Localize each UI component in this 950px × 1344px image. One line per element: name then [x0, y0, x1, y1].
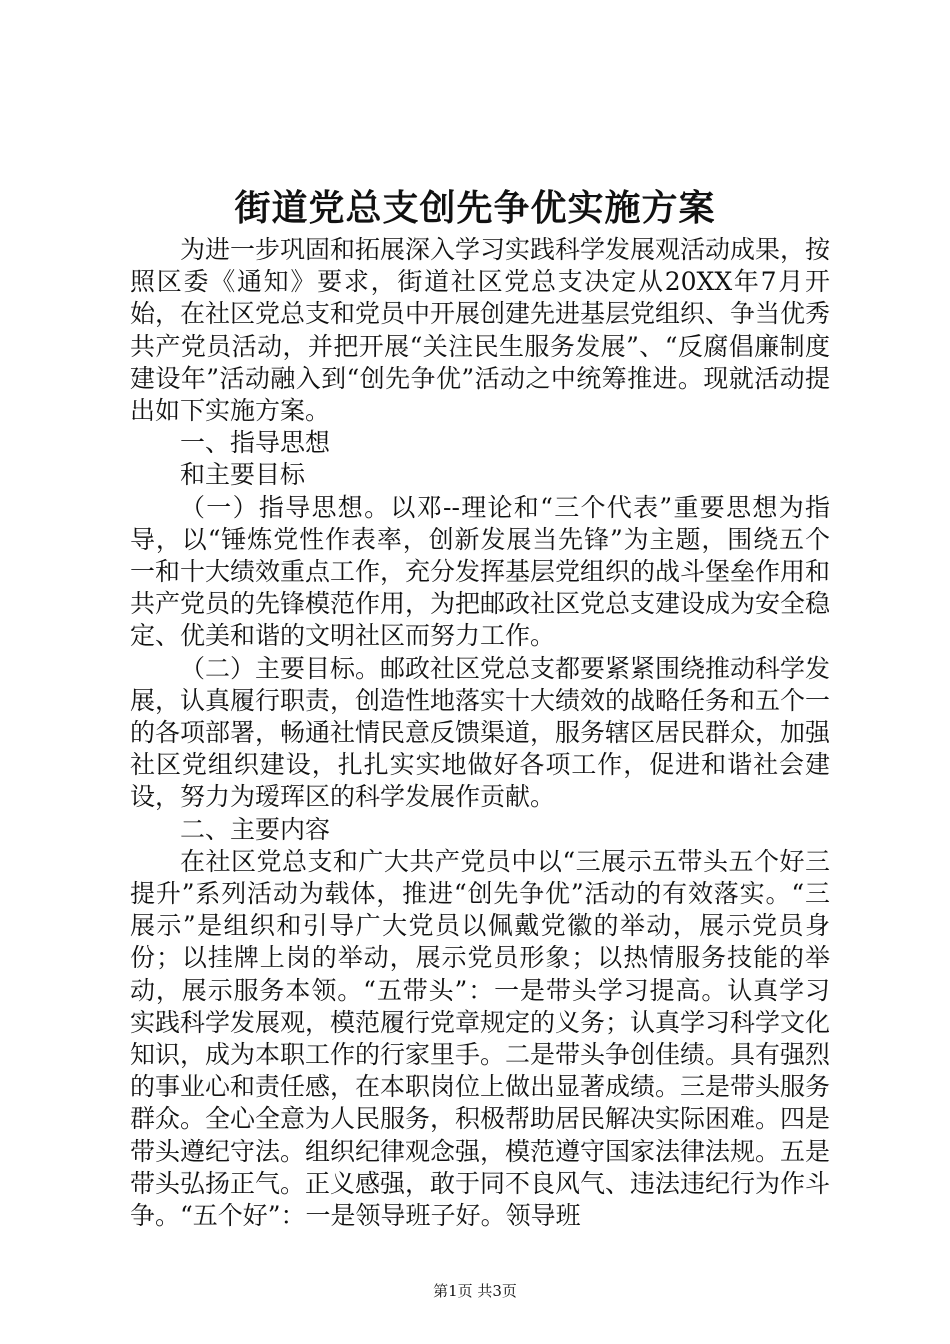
heading-main-content: 二、主要内容	[180, 814, 331, 844]
heading-guiding-thought: 一、指导思想	[180, 428, 331, 458]
paragraph-guiding-thought: （一）指导思想。以邓--理论和“三个代表”重要思想为指导，以“锤炼党性作表率，创新发展当先锋”为主题，围绕五个一和十大绩效重点工作，充分发挥基层党组织的战斗堡垒作用和共产党员的先锋模范作用，为把邮政社区党总支建设成为安全稳定、优美和谐的文明社区而努力工作。	[130, 492, 831, 651]
paragraph-main-content: 在社区党总支和广大共产党员中以“三展示五带头五个好三提升”系列活动为载体，推进“创先争优”活动的有效落实。“三展示”是组织和引导广大党员以佩戴党徽的举动，展示党员身份；以挂牌上岗的举动，展示党员形象；以热情服务技能的举动，展示服务本领。“五带头”：一是带头学习提高。认真学习实践科学发展观，模范履行党章规定的义务；认真学习科学文化知识，成为本职工作的行家里手。二是带头争创佳绩。具有强烈的事业心和责任感，在本职岗位上做出显著成绩。三是带头服务群众。全心全意为人民服务，积极帮助居民解决实际困难。四是带头遵纪守法。组织纪律观念强，模范遵守国家法律法规。五是带头弘扬正气。正义感强，敢于同不良风气、违法违纪行为作斗争。“五个好”：一是领导班子好。领导班	[130, 846, 831, 1231]
paragraph-intro: 为进一步巩固和拓展深入学习实践科学发展观活动成果，按照区委《通知》要求，街道社区党总支决定从20XX年7月开始，在社区党总支和党员中开展创建先进基层党组织、争当优秀共产党员活动，并把开展“关注民生服务发展”、“反腐倡廉制度建设年”活动融入到“创先争优”活动之中统筹推进。现就活动提出如下实施方案。	[130, 235, 831, 426]
document-body	[130, 234, 830, 1232]
heading-main-goals: 和主要目标	[180, 460, 306, 490]
document-title: 街道党总支创先争优实施方案	[234, 187, 716, 229]
paragraph-main-goals: （二）主要目标。邮政社区党总支都要紧紧围绕推动科学发展，认真履行职责，创造性地落实十大绩效的战略任务和五个一的各项部署，畅通社情民意反馈渠道，服务辖区居民群众，加强社区党组织建设，扎扎实实地做好各项工作，促进和谐社会建设，努力为瑷珲区的科学发展作贡献。	[130, 653, 831, 812]
page-footer: 第1页 共3页	[433, 1282, 517, 1300]
